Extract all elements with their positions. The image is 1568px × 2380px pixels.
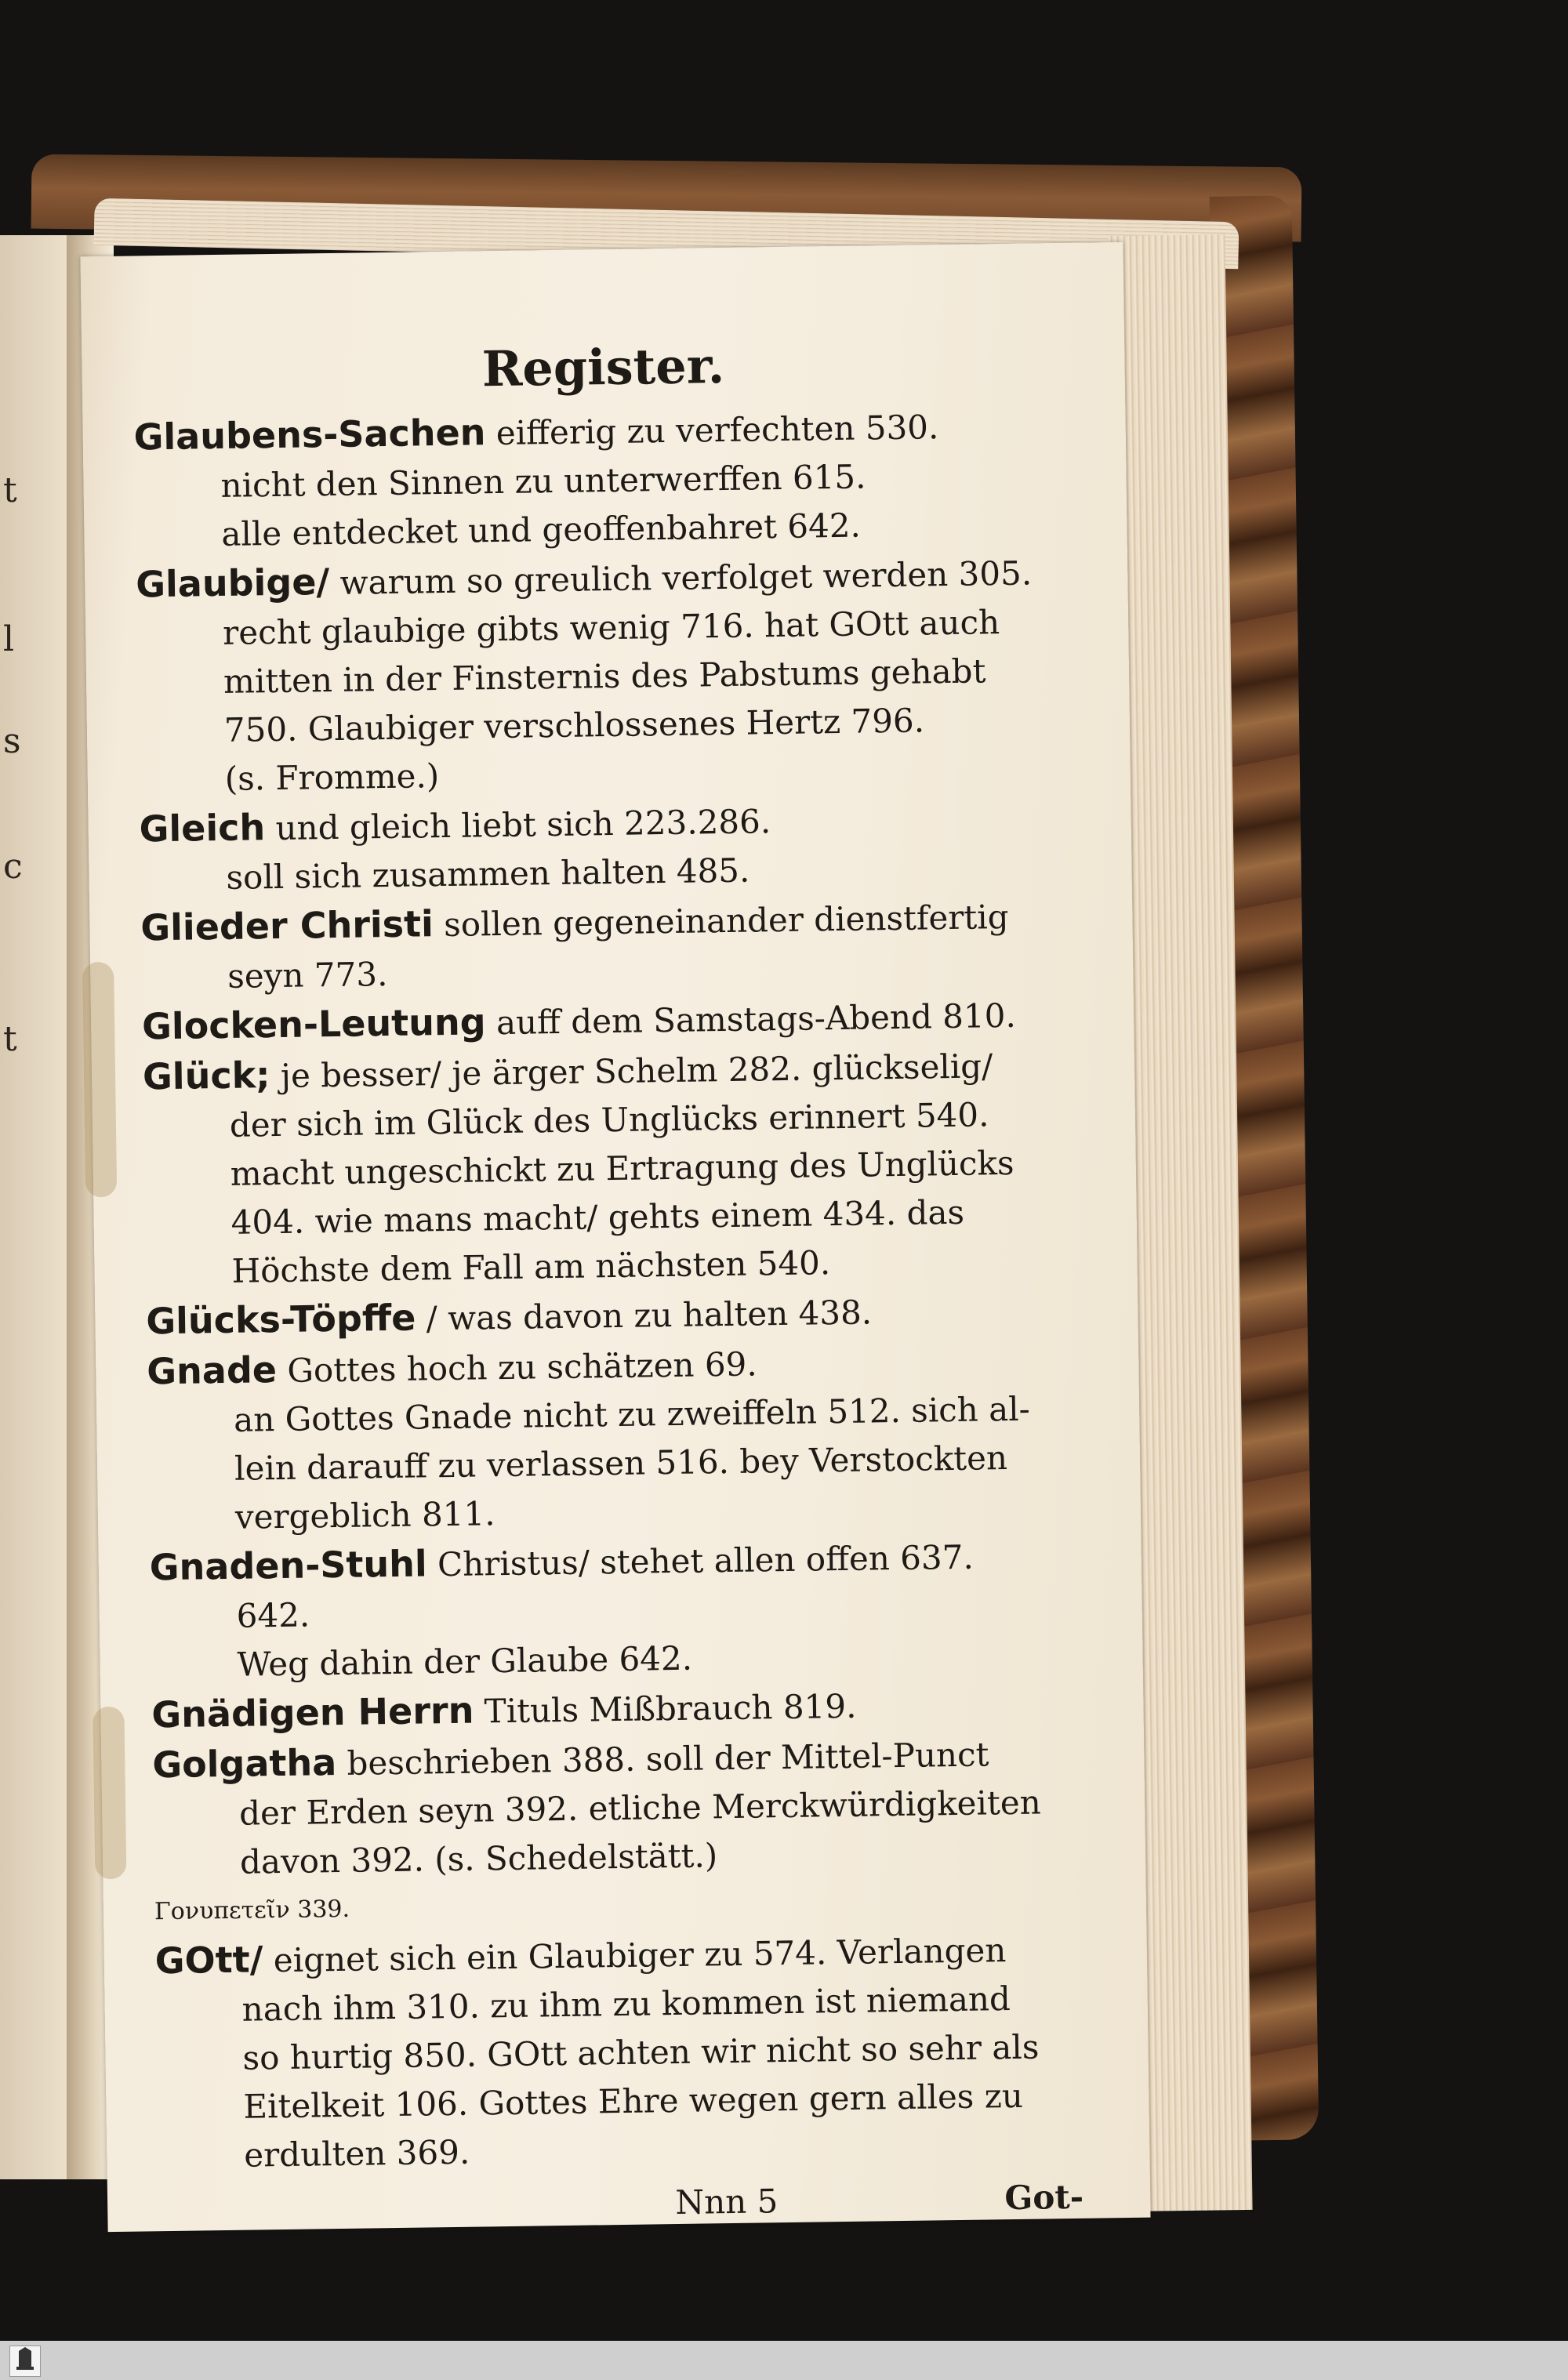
headword: Gleich: [139, 806, 266, 851]
entry-text: macht ungeschickt zu Ertragung des Unglücks: [230, 1143, 1014, 1193]
entry-text: eignet sich ein Glaubiger zu 574. Verlangen: [263, 1931, 1007, 1980]
entry-text: vergeblich 811.: [234, 1494, 495, 1536]
entry-text: sollen gegeneinander dienstfertig: [433, 897, 1009, 945]
entry-text: Γονυπετεῖν 339.: [154, 1895, 350, 1926]
headword: Glieder Christi: [140, 902, 434, 949]
entry-text: seyn 773.: [227, 955, 388, 996]
entry-text: erdulten 369.: [243, 2132, 470, 2175]
viewer-bottom-bar: [0, 2341, 1568, 2380]
headword: Glaubige/: [135, 561, 330, 606]
entry-text: auff dem Samstags-Abend 810.: [485, 996, 1017, 1043]
entry-text: an Gottes Gnade nicht zu zweiffeln 512. sich al-: [233, 1389, 1031, 1439]
left-page-glyph: t: [3, 1019, 17, 1059]
entry-text: eifferig zu verfechten 530.: [485, 408, 939, 453]
headword: Glocken-Leutung: [141, 1000, 486, 1048]
page-stain: [82, 962, 117, 1198]
entry-text: je besser/ je ärger Schelm 282. glückselig/: [270, 1047, 993, 1096]
page-footer: [158, 2173, 1100, 2235]
entry-text: der Erden seyn 392. etliche Merckwürdigkeiten: [238, 1783, 1042, 1833]
page-title: Register.: [481, 336, 725, 398]
entry-text: alle entdecket und geoffenbahret 642.: [221, 506, 862, 553]
entry-text: Eitelkeit 106. Gottes Ehre wegen gern alles zu: [243, 2076, 1024, 2126]
entry-text: 642.: [236, 1595, 310, 1635]
catchword: Got-: [1004, 2177, 1084, 2218]
entry-text: mitten in der Finsternis des Pabstums gehabt: [223, 651, 986, 701]
headword: Gnade: [146, 1348, 278, 1393]
entry-text: Weg dahin der Glaube 642.: [237, 1638, 693, 1684]
entry-text: / was davon zu halten 438.: [415, 1293, 873, 1338]
headword: Gnaden-Stuhl: [149, 1542, 428, 1589]
headword: Glücks-Töpffe: [146, 1296, 416, 1343]
left-page-glyph: l: [3, 619, 15, 659]
library-logo-icon: [9, 2346, 41, 2377]
headword: Glaubens-Sachen: [133, 411, 486, 459]
entry-text: (s. Fromme.): [224, 756, 440, 798]
entry-text: Christus/ stehet allen offen 637.: [426, 1537, 975, 1584]
entry-text: nicht den Sinnen zu unterwerffen 615.: [220, 457, 866, 505]
entry-text: recht glaubige gibts wenig 716. hat GOtt auch: [222, 603, 1000, 652]
page-stain: [93, 1707, 126, 1880]
entry-text: warum so greulich verfolget werden 305.: [328, 553, 1033, 603]
signature-mark: Nnn 5: [675, 2182, 779, 2222]
entry-text: nach ihm 310. zu ihm zu kommen ist niemand: [241, 1979, 1011, 2029]
entry-text: lein darauff zu verlassen 516. bey Verstockten: [234, 1439, 1008, 1488]
left-page-glyph: s: [3, 721, 21, 761]
entry-text: Tituls Mißbrauch 819.: [474, 1686, 857, 1731]
register-page: [80, 242, 1150, 2232]
headword: GOtt/: [154, 1938, 263, 1983]
entry-text: davon 392. (s. Schedelstätt.): [239, 1836, 718, 1881]
entry-text: Höchste dem Fall am nächsten 540.: [231, 1243, 831, 1290]
headword: Gnädigen Herrn: [151, 1689, 474, 1736]
entry-text: 404. wie mans macht/ gehts einem 434. das: [230, 1192, 965, 1242]
headword: Golgatha: [151, 1741, 337, 1787]
entry-text: der sich im Glück des Unglücks erinnert 540.: [229, 1095, 989, 1145]
register-text: [132, 337, 1099, 2235]
headword: Glück;: [142, 1054, 270, 1098]
left-page-glyph: c: [3, 847, 23, 887]
entry-text: und gleich liebt sich 223.286.: [264, 802, 771, 848]
entry-text: 750. Glaubiger verschlossenes Hertz 796.: [223, 701, 925, 749]
entry-text: so hurtig 850. GOtt achten wir nicht so sehr als: [242, 2027, 1040, 2077]
left-page-glyph: t: [3, 470, 17, 510]
entry-text: Gottes hoch zu schätzen 69.: [276, 1344, 758, 1391]
entry-text: beschrieben 388. soll der Mittel-Punct: [336, 1735, 989, 1783]
entry-text: soll sich zusammen halten 485.: [226, 851, 750, 897]
register-entries: [133, 400, 1098, 2182]
